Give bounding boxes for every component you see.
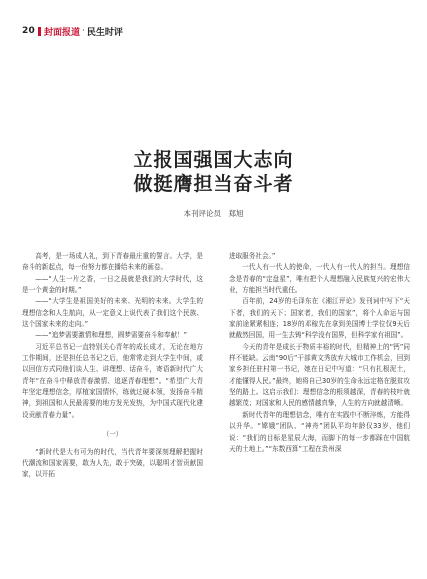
paragraph: 高考，是一场成人礼，到下青春最庄重的誓言。大学，是奋斗的新起点，每一份努力都在播给未来的画卷。 xyxy=(22,252,203,272)
paragraph: 新时代青年的理想信念，唯有在实践中不断淬炼，方能得以升华。“嫦娥”团队、“神舟”团队平均年龄仅33岁，他们说：“我们的目标是星辰大海，而脚下的每一步都踩在中国航天的土地上。”“东数西算”工程在贵州深 xyxy=(229,410,410,453)
left-column xyxy=(22,251,203,481)
section-marker xyxy=(38,27,41,36)
article-title-line-1: 立报国强国大志向 xyxy=(133,149,294,171)
paragraph: 一代人有一代人的使命，一代人有一代人的担当。理想信念是青春的“定盘星”，唯有把个人理想融入民族复兴的宏伟大业，方能担当时代重任。 xyxy=(229,263,410,295)
paragraph: ——“追梦需要激情和理想，圆梦需要奋斗和奉献！” xyxy=(35,331,188,340)
paragraph: 百年前，24岁的毛泽东在《湘江评论》发刊词中写下“天下者，我们的天下；国家者，我们的国家”，将个人命运与国家前途紧紧相连；18岁的邓稼先在拿到美国博士学位仅9天后就截然回国，用一生去铸“科学没有国界，但科学家有祖国”。 xyxy=(229,297,410,340)
byline: 本刊评论员 郑旭 xyxy=(183,209,244,218)
paragraph: 进取服务社会。” xyxy=(229,252,276,260)
paragraph: “新时代是大有可为的时代，当代青年要深刻理解把握时代潮流和国家需要，敢为人先，敢于突破，以聪明才智贡献国家，以开拓 xyxy=(22,447,203,479)
page-header xyxy=(22,24,123,38)
subsection-title: 民生时评 xyxy=(86,27,123,38)
section-title: 封面报道 xyxy=(43,27,80,38)
separator-dot: · xyxy=(81,26,85,36)
page-number: 20 xyxy=(22,26,35,36)
paragraph: ——“大学生是祖国美好的未来、光明的未来。大学生的理想信念和人生航向，从一定意义上说代表了我们这个民族、这个国家未来的走向。” xyxy=(22,297,203,329)
right-column xyxy=(229,251,410,455)
paragraph: 今天的青年是成长于物质丰裕的时代，但精神上的“钙”同样不能缺。云南“90后”干部黄文秀放弃大城市工作机会，回到家乡担任驻村第一书记，她在日记中写道：“只有扎根泥土，才能懂得人民。”最终，她将自己30岁的生命永远定格在脱贫攻坚的路上。这启示我们：理想信念的根须越深，青春的枝叶就越繁茂；对国家和人民的感情越真挚，人生的方向就越清晰。 xyxy=(229,342,410,408)
paragraph: 习近平总书记一直特别关心青年的成长成才，无论在地方工作期间，还是担任总书记之后，他常常走到大学生中间，或以回信方式同他们谈人生、讲理想、话奋斗，寄语新时代广大青年“在奋斗中释放青春激情、追逐青春理想”。“希望广大青年坚定理想信念，厚植家国情怀，练就过硬本领，发扬奋斗精神，到祖国和人民最需要的地方发光发热，为中国式现代化建设贡献青春力量”。 xyxy=(22,342,203,419)
article-title-line-2: 做挺膺担当奋斗者 xyxy=(133,173,294,195)
section-number: （一） xyxy=(102,430,123,439)
paragraph: ——“人生一片之香，一日之晨就是我们的大学时代，这是一个黄金的时期。” xyxy=(22,274,203,295)
